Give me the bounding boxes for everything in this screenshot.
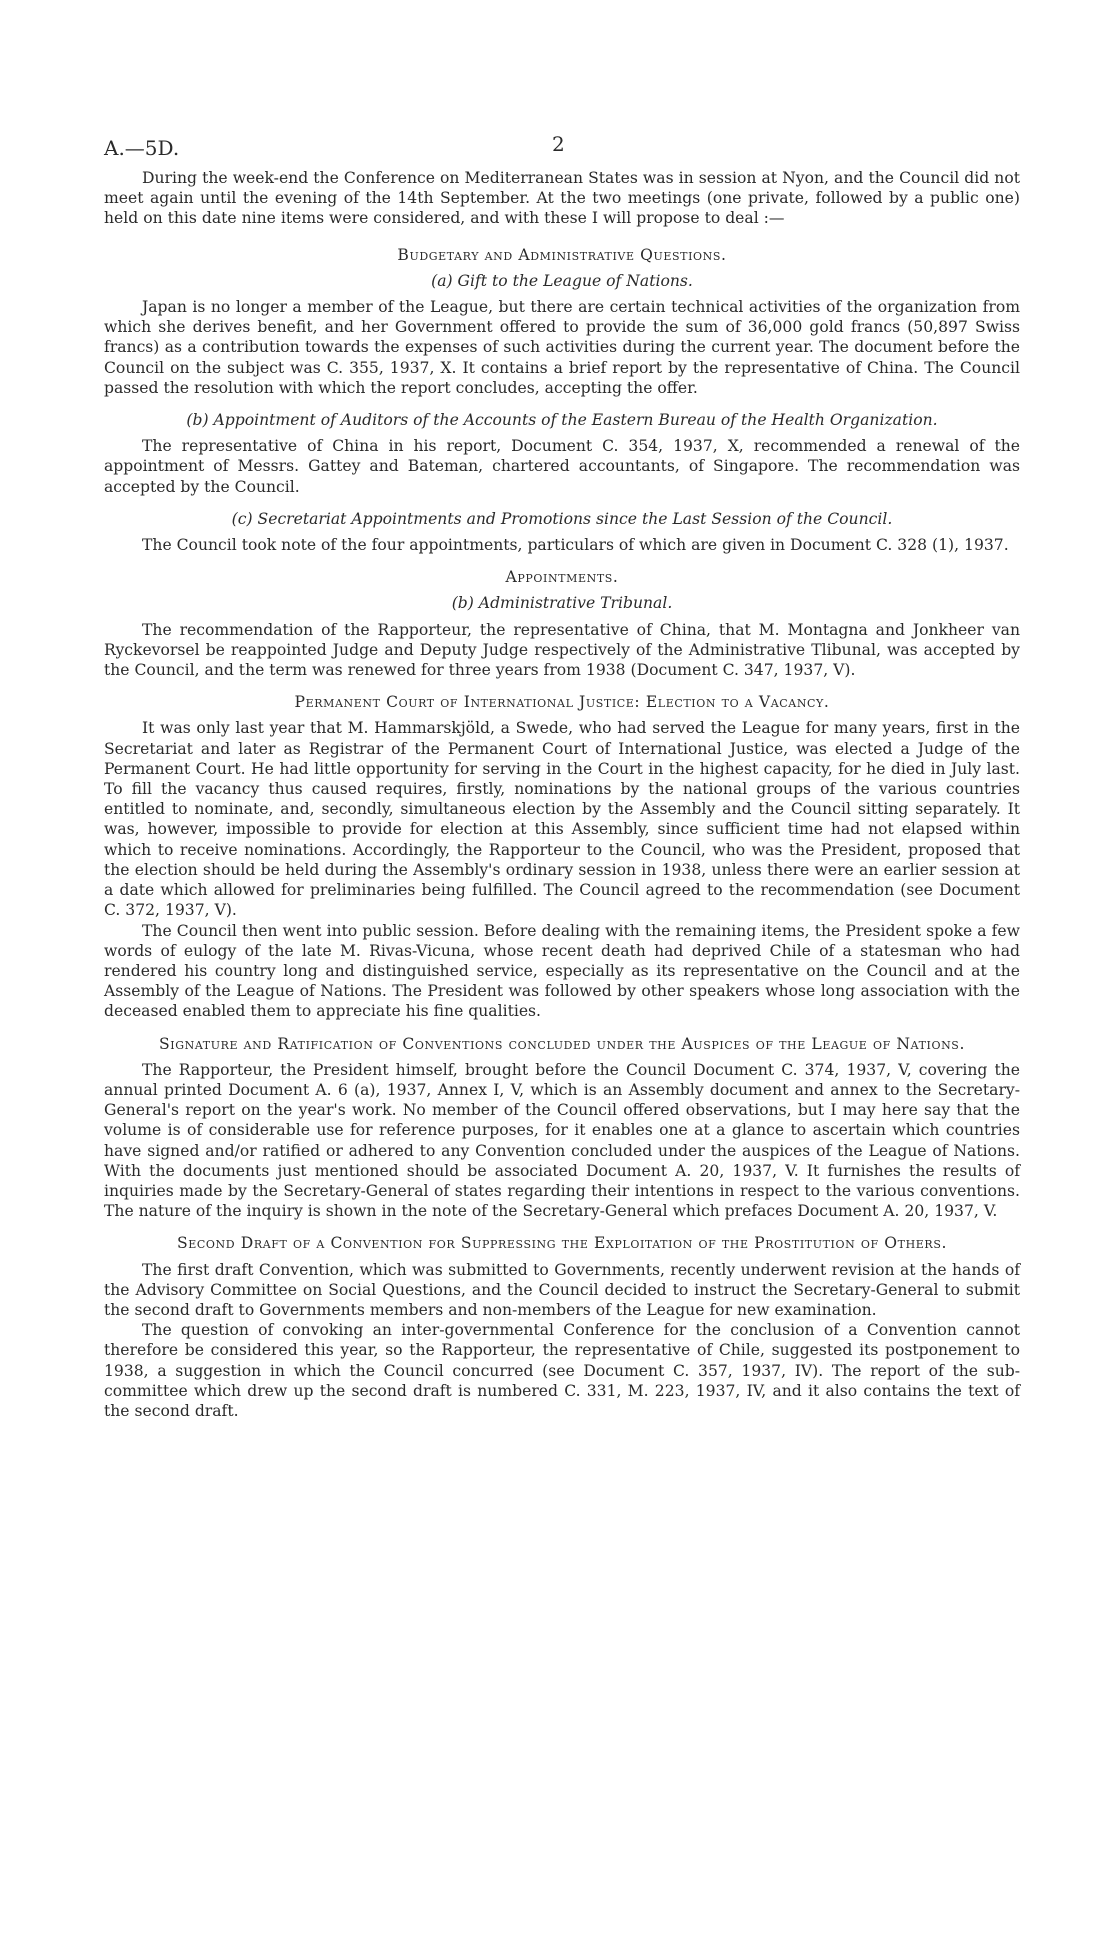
auditors-subheading: (b) Appointment of Auditors of the Accounts of the Eastern Bureau of the Health Organization.: [186, 411, 938, 430]
conventions-paragraph: The Rapporteur, the President himself, brought before the Council Document C. 374, 1937, V, covering the annual printed Document A. 6 (a), 1937, Annex I, V, which is an Assembly document and annex to the Secretary-General's report on the year's work. No member of the Council offered observations, but I may here say that the volume is of considerable use for reference purposes, for it enables one at a glance to ascertain which countries have signed and/or ratified or adhered to any Convention concluded under the auspices of the League of Nations. With the documents just mentioned should be associated Document A. 20, 1937, V. It furnishes the results of inquiries made by the Secretary-General of states regarding their intentions in respect to the various conventions. The nature of the inquiry is shown in the note of the Secretary-General which prefaces Document A. 20, 1937, V.: [104, 1060, 1020, 1221]
intro-paragraph: During the week-end the Conference on Mediterranean States was in session at Nyon, and the Council did not meet again until the evening of the 14th September. At the two meetings (one private, followed by a public one) held on this date nine items were considered, and with these I will propose to deal :—: [104, 169, 1020, 228]
appointments-heading: Appointments.: [505, 568, 619, 587]
court-paragraph-2: The Council then went into public session. Before dealing with the remaining items, the President spoke a few words of eulogy of the late M. Rivas-Vicuna, whose recent death had deprived Chile of a statesman who had rendered his country long and distinguished service, especially as its representative on the Council and at the Assembly of the League of Nations. The President was followed by other speakers whose long association with the deceased enabled them to appreciate his fine qualities.: [104, 921, 1020, 1021]
draft-heading: Second Draft of a Convention for Suppressing the Exploitation of the Prostitution of Others.: [176, 1234, 948, 1253]
tribunal-paragraph: The recommendation of the Rapporteur, the representative of China, that M. Montagna and Jonkheer van Ryckevorsel be reappointed Judge and Deputy Judge respectively of the Administrative Tlibunal, was accepted by the Council, and the term was renewed for three years from 1938 (Document C. 347, 1937, V).: [104, 620, 1020, 680]
page-header: [104, 132, 1020, 168]
court-heading: Permanent Court of International Justice: Election to a Vacancy.: [294, 693, 830, 712]
gift-subheading: (a) Gift to the League of Nations.: [431, 271, 693, 290]
conventions-heading: Signature and Ratification of Conventions concluded under the Auspices of the League of Nations.: [158, 1034, 966, 1053]
draft-paragraph-1: The first draft Convention, which was submitted to Governments, recently underwent revision at the hands of the Advisory Committee on Social Questions, and the Council decided to instruct the Secretary-General to submit the second draft to Governments members and non-members of the League for new examination.: [104, 1260, 1020, 1319]
court-paragraph-1: It was only last year that M. Hammarskjöld, a Swede, who had served the League for many years, first in the Secretariat and later as Registrar of the Permanent Court of International Justice, was elected a Judge of the Permanent Court. He had little opportunity for serving in the Court in the highest capacity, for he died in July last. To fill the vacancy thus caused requires, firstly, nominations by the national groups of the various countries entitled to nominate, and, secondly, simultaneous election by the Assembly and the Council sitting separately. It was, however, impossible to provide for election at this Assembly, since sufficient time had not elapsed within which to receive nominations. Accordingly, the Rapporteur to the Council, who was the President, proposed that the election should be held during the Assembly's ordinary session in 1938, unless there were an earlier session at a date which allowed for preliminaries being fulfilled. The Council agreed to the recommendation (see Document C. 372, 1937, V).: [104, 719, 1020, 920]
draft-paragraph-2: The question of convoking an inter-governmental Conference for the conclusion of a Convention cannot therefore be considered this year, so the Rapporteur, the representative of Chile, suggested its postponement to 1938, a suggestion in which the Council concurred (see Document C. 357, 1937, IV). The report of the sub-committee which drew up the second draft is numbered C. 331, M. 223, 1937, IV, and it also contains the text of the second draft.: [104, 1321, 1020, 1420]
document-reference: A.—5D.: [104, 136, 180, 160]
budgetary-heading: Budgetary and Administrative Questions.: [397, 245, 727, 264]
auditors-paragraph: The representative of China in his report, Document C. 354, 1937, X, recommended a renewal of the appointment of Messrs. Gattey and Bateman, chartered accountants, of Singapore. The recommendation was accepted by the Council.: [104, 437, 1020, 496]
document-page: [104, 132, 1020, 1421]
page-number: 2: [552, 132, 565, 156]
secretariat-paragraph: The Council took note of the four appointments, particulars of which are given in Document C. 328 (1), 1937.: [142, 536, 1009, 555]
gift-paragraph: Japan is no longer a member of the League, but there are certain technical activities of the organization from which she derives benefit, and her Government offered to provide the sum of 36,000 gold francs (50,897 Swiss francs) as a contribution towards the expenses of such activities during the current year. The document before the Council on the subject was C. 355, 1937, X. It contains a brief report by the representative of China. The Council passed the resolution with which the report concludes, accepting the offer.: [104, 298, 1020, 397]
tribunal-subheading: (b) Administrative Tribunal.: [451, 594, 673, 613]
secretariat-subheading: (c) Secretariat Appointments and Promotions since the Last Session of the Council.: [231, 509, 893, 528]
